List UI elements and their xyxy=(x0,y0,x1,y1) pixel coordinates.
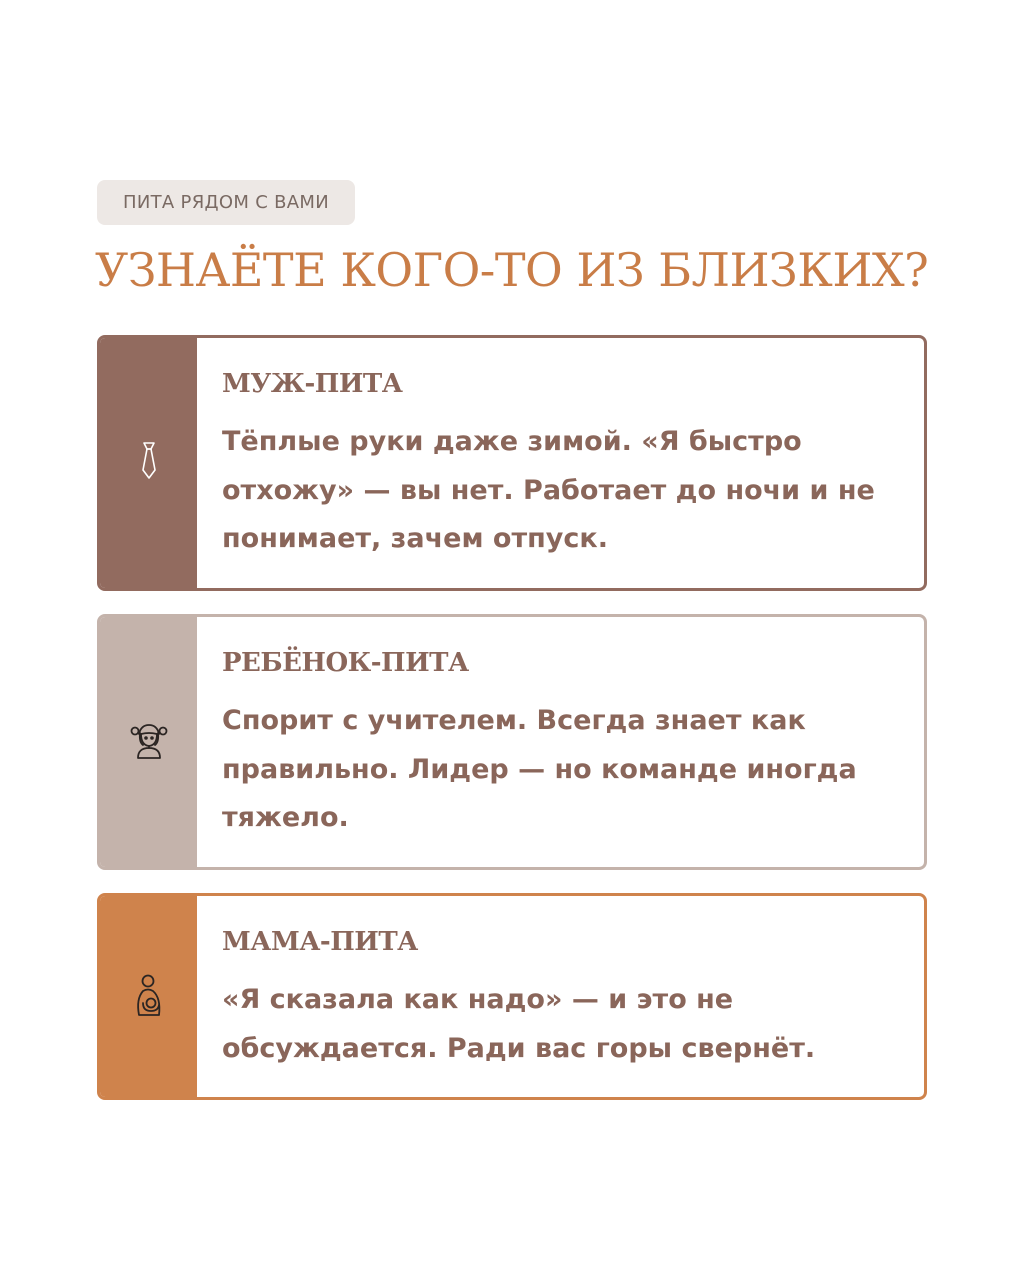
girl-icon xyxy=(129,720,169,764)
card-title: РЕБЁНОК-ПИТА xyxy=(222,648,469,678)
card-side-panel xyxy=(100,896,197,1097)
mother-baby-icon xyxy=(132,973,166,1021)
card-description: Тёплые руки даже зимой. «Я быстро отхожу» — вы нет. Работает до ночи и не понимает, зачем отпуск. xyxy=(222,426,875,554)
card-description: «Я сказала как надо» — и это не обсуждается. Ради вас горы свернёт. xyxy=(222,984,816,1064)
card-title: МУЖ-ПИТА xyxy=(222,369,403,399)
card-mother xyxy=(97,893,927,1100)
category-tag: ПИТА РЯДОМ С ВАМИ xyxy=(97,180,355,225)
card-description: Спорит с учителем. Всегда знает как правильно. Лидер — но команде иногда тяжело. xyxy=(222,705,857,833)
tie-icon xyxy=(138,441,160,485)
card-side-panel xyxy=(100,338,197,588)
card-child xyxy=(97,614,927,870)
card-husband xyxy=(97,335,927,591)
page-title: УЗНАЁТЕ КОГО-ТО ИЗ БЛИЗКИХ? xyxy=(95,243,929,297)
card-title: МАМА-ПИТА xyxy=(222,927,418,957)
card-side-panel xyxy=(100,617,197,867)
